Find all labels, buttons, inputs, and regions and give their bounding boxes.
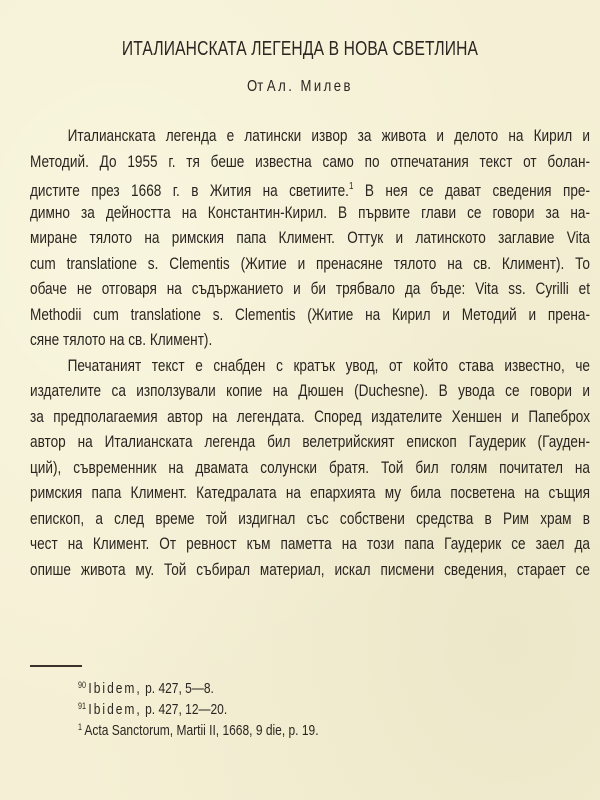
footnote-label: Ibidem,	[88, 680, 142, 697]
article-author	[54, 78, 546, 96]
text-line: димно за дейността на Константин-Кирил. В първите глави се говори за на-	[30, 202, 590, 222]
footnote-label: Ibidem,	[88, 701, 142, 718]
text-line: за предполагаемия автор на легендата. Според издателите Хеншен и Папеброх	[30, 406, 590, 426]
text-line: обаче не отговаря на съдържанието и би трябвало да бъде: Vita ss. Cyrilli et	[30, 279, 590, 298]
author-prefix: От	[247, 78, 264, 95]
text-fragment: дистите през 1668 г. в Жития на светиите.	[30, 181, 349, 200]
footnote-divider	[30, 665, 82, 667]
article-title: ИТАЛИАНСКАТА ЛЕГЕНДА В НОВА СВЕТЛИНА	[121, 38, 479, 60]
text-line: чест на Климент. От ревност към паметта на този папа Гаудерик се заел да	[30, 534, 590, 553]
footnote-reference: 1	[348, 181, 354, 192]
author-name: Ал. Милев	[266, 78, 353, 95]
footnote-text: p. 427, 12—20.	[141, 701, 228, 718]
footnote-item	[78, 717, 319, 738]
footnote-text: Acta Sanctorum, Martii II, 1668, 9 die, p. 19.	[84, 722, 319, 739]
text-line: римския папа Климент. Катедралата на епархията му била посветена на същия	[30, 483, 590, 502]
text-line: опише живота му. Той събирал материал, искал писмени сведения, старает се	[30, 559, 590, 579]
text-line: Methodii cum translatione s. Clementis (Житие на Кирил и Методий и прена-	[30, 304, 590, 324]
text-line: Италианската легенда е латински извор за живота и делото на Кирил и	[67, 126, 591, 145]
footnote-text: p. 427, 5—8.	[141, 680, 214, 697]
article-body	[30, 123, 590, 582]
footnote-mark: 1	[78, 722, 83, 732]
text-line: сяне тялото на св. Климент).	[30, 330, 213, 349]
footnote-mark: 90	[78, 680, 87, 690]
text-line: издателите са използували копие на Дюшен (Duchesne). В увода се говори и	[30, 381, 590, 400]
text-line: Печатаният текст е снабден с кратък увод, от който става известно, че	[67, 355, 591, 375]
text-line: Методий. До 1955 г. тя беше известна само по отпечатания текст от болан-	[30, 151, 590, 171]
text-line-with-reference	[30, 174, 590, 200]
text-line: ций), съвременник на двамата солунски братя. Той бил голям почитател на	[30, 457, 590, 477]
text-fragment: В нея се дават сведения пре-	[353, 181, 590, 200]
text-line: автор на Италианската легенда бил велетрийският епископ Гаудерик (Гауден-	[30, 432, 590, 451]
text-line: епископ, а след време той издигнал със собствени средства в Рим храм в	[30, 508, 590, 528]
text-line: миране тялото на римския папа Климент. Оттук и латинското заглавие Vita	[30, 228, 590, 247]
footnote-item	[78, 675, 319, 696]
text-line: cum translatione s. Clementis (Житие и пренасяне тялото на св. Климент). То	[30, 253, 590, 273]
footnote-item	[78, 696, 319, 717]
footnotes	[78, 675, 379, 738]
footnote-mark: 91	[78, 701, 87, 711]
